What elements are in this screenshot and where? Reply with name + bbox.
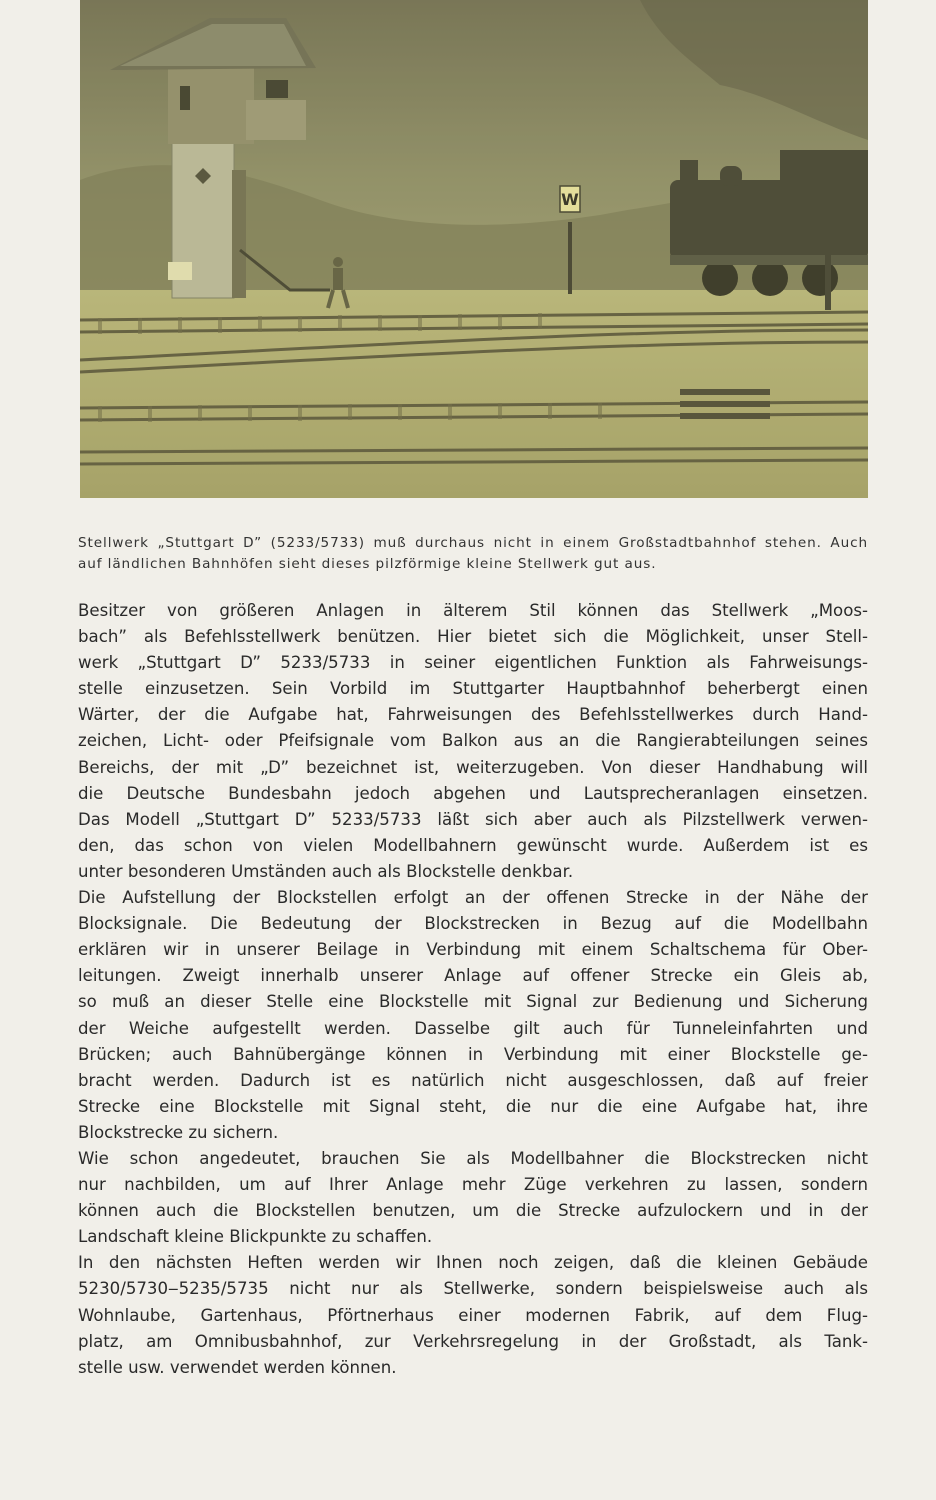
text-line: Wie schon angedeutet, brauchen Sie als Modellbahner die Blockstrecken nicht bbox=[78, 1148, 868, 1168]
text-line: Wohnlaube, Gartenhaus, Pförtnerhaus einer modernen Fabrik, auf dem Flug- bbox=[78, 1305, 868, 1325]
text-line: Blockstrecke zu sichern. bbox=[78, 1122, 279, 1142]
photo-tint bbox=[80, 0, 868, 498]
text-line: Brücken; auch Bahnübergänge können in Verbindung mit einer Blockstelle ge- bbox=[78, 1044, 868, 1064]
text-line: unter besonderen Umständen auch als Blockstelle denkbar. bbox=[78, 861, 574, 881]
text-line: Bereichs, der mit „D” bezeichnet ist, weiterzugeben. Von dieser Handhabung will bbox=[78, 757, 868, 777]
text-line: stelle usw. verwendet werden können. bbox=[78, 1357, 397, 1377]
caption-line: Stellwerk „Stuttgart D” (5233/5733) muß durchaus nicht in einem Großstadtbahnhof stehen. Auch bbox=[78, 535, 868, 551]
text-line: bracht werden. Dadurch ist es natürlich nicht ausgeschlossen, daß auf freier bbox=[78, 1070, 868, 1090]
text-line: In den nächsten Heften werden wir Ihnen noch zeigen, daß die kleinen Gebäude bbox=[78, 1253, 868, 1273]
text-line: der Weiche aufgestellt werden. Dasselbe gilt auch für Tunneleinfahrten und bbox=[78, 1018, 868, 1038]
photo-signal-box bbox=[80, 0, 868, 498]
text-line: so muß an dieser Stelle eine Blockstelle mit Signal zur Bedienung und Sicherung bbox=[78, 992, 868, 1012]
text-line: die Deutsche Bundesbahn jedoch abgehen und Lautsprecheranlagen einsetzen. bbox=[78, 783, 868, 803]
text-line: können auch die Blockstellen benutzen, um die Strecke aufzulockern und in der bbox=[78, 1201, 868, 1221]
text-line: zeichen, Licht- oder Pfeifsignale vom Balkon aus an die Rangierabteilungen seines bbox=[78, 731, 868, 751]
text-line: Strecke eine Blockstelle mit Signal steht, die nur die eine Aufgabe hat, ihre bbox=[78, 1096, 868, 1116]
text-line: erklären wir in unserer Beilage in Verbindung mit einem Schaltschema für Ober- bbox=[78, 940, 868, 960]
text-line: Das Modell „Stuttgart D” 5233/5733 läßt sich aber auch als Pilzstellwerk verwen- bbox=[78, 809, 868, 829]
article-body bbox=[78, 598, 868, 1381]
text-line: werk „Stuttgart D” 5233/5733 in seiner eigentlichen Funktion als Fahrweisungs- bbox=[78, 653, 868, 673]
text-line: Besitzer von größeren Anlagen in älterem Stil können das Stellwerk „Moos- bbox=[78, 601, 868, 620]
text-line: Wärter, der die Aufgabe hat, Fahrweisungen des Befehlsstellwerkes durch Hand- bbox=[78, 705, 868, 725]
paragraph bbox=[78, 1250, 868, 1380]
paragraph bbox=[78, 598, 868, 885]
photo-signal-letter: W bbox=[561, 190, 579, 209]
text-line: 5230/5730‒5235/5735 nicht nur als Stellwerke, sondern beispielsweise auch als bbox=[78, 1279, 868, 1299]
text-line: nur nachbilden, um auf Ihrer Anlage mehr Züge verkehren zu lassen, sondern bbox=[78, 1175, 868, 1195]
caption-line: auf ländlichen Bahnhöfen sieht dieses pilzförmige kleine Stellwerk gut aus. bbox=[78, 556, 657, 572]
text-line: Blocksignale. Die Bedeutung der Blockstrecken in Bezug auf die Modellbahn bbox=[78, 914, 868, 934]
text-line: leitungen. Zweigt innerhalb unserer Anlage auf offener Strecke ein Gleis ab, bbox=[78, 966, 868, 986]
text-line: stelle einzusetzen. Sein Vorbild im Stuttgarter Hauptbahnhof beherbergt einen bbox=[78, 679, 868, 699]
paragraph bbox=[78, 1146, 868, 1250]
paragraph bbox=[78, 885, 868, 1146]
text-line: Landschaft kleine Blickpunkte zu schaffen. bbox=[78, 1227, 433, 1247]
text-line: Die Aufstellung der Blockstellen erfolgt an der offenen Strecke in der Nähe der bbox=[78, 888, 868, 908]
text-line: platz, am Omnibusbahnhof, zur Verkehrsregelung in der Großstadt, als Tank- bbox=[78, 1331, 868, 1351]
text-line: den, das schon von vielen Modellbahnern gewünscht wurde. Außerdem ist es bbox=[78, 835, 868, 855]
photo-caption bbox=[78, 533, 868, 575]
text-line: bach” als Befehlsstellwerk benützen. Hier bietet sich die Möglichkeit, unser Stell- bbox=[78, 627, 868, 647]
